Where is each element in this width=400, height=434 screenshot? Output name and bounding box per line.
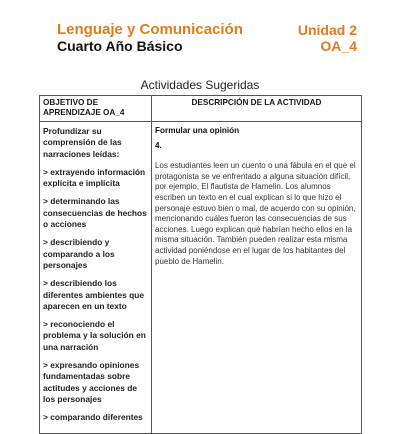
document-header-left xyxy=(57,22,243,55)
activity-number: 4. xyxy=(155,140,162,150)
activities-table xyxy=(39,95,362,434)
objective-item: > describiendo los diferentes ambientes que aparecen en un texto xyxy=(43,278,144,311)
oa-label: OA_4 xyxy=(320,38,357,54)
table-header-row xyxy=(40,96,362,122)
subject-title: Lenguaje y Comunicación xyxy=(57,21,243,38)
objective-item: > determinando las consecuencias de hechos o acciones xyxy=(43,196,147,230)
activity-text: Los estudiantes leen un cuento o una fábula en el que el protagonista se ve enfrentado a alguna situación difícil, por ejemplo, El flautista de Hamelin. Los alumnos escriben un texto en el cual explican si lo que hizo el personaje estuvo bien o mal, de acuerdo con su opinión, mencionando cuáles fueron las consecuencias de sus acciones. Luego explican qué habrían hecho ellos en la misma situación. También pueden realizar esta misma actividad poniéndose en el lugar de los habitantes del pueblo de Hamelin. xyxy=(155,161,356,266)
objectives-cell xyxy=(40,122,152,434)
objective-item: > reconociendo el problema y la solución en una narración xyxy=(43,319,146,352)
activity-title: Formular una opinión xyxy=(155,126,240,135)
table-row xyxy=(40,122,362,434)
grade-title: Cuarto Año Básico xyxy=(57,38,183,54)
objective-item: > extrayendo información explícita e implícita xyxy=(43,166,146,189)
document-header-right xyxy=(298,22,357,55)
objective-column-header: OBJETIVO DE APRENDIZAJE OA_4 xyxy=(40,96,152,122)
activity-description-cell xyxy=(152,122,362,434)
unit-label: Unidad 2 xyxy=(297,22,357,38)
objective-item: > describiendo y comparando a los personajes xyxy=(43,237,115,270)
objective-item: Profundizar su comprensión de las narraciones leídas: xyxy=(43,126,122,159)
section-title: Actividades Sugeridas xyxy=(140,78,260,92)
description-column-header: DESCRIPCIÓN DE LA ACTIVIDAD xyxy=(152,96,362,122)
objective-item: > expresando opiniones fundamentadas sobre actitudes y acciones de los personajes xyxy=(43,360,140,404)
objective-item: > comparando diferentes xyxy=(43,412,143,423)
